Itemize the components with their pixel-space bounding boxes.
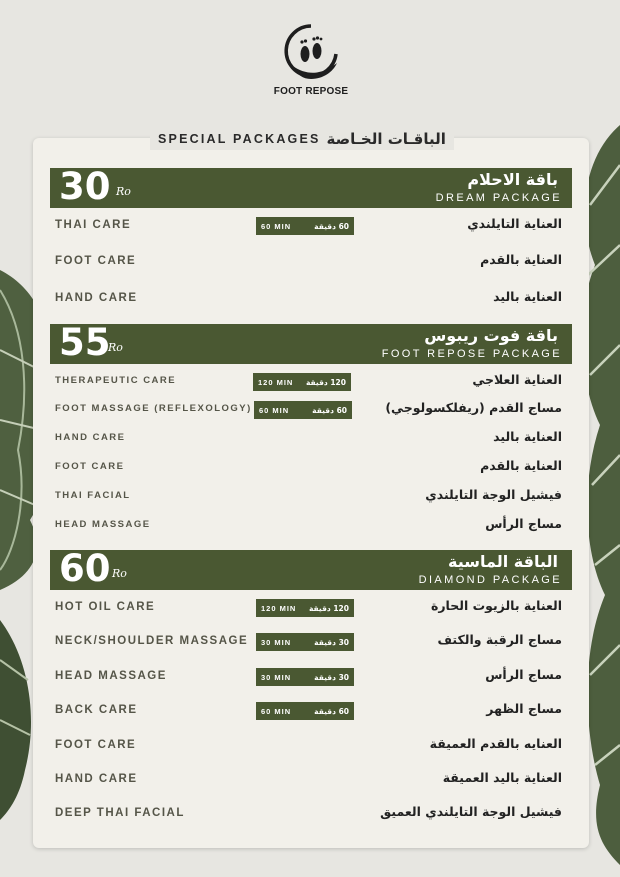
service-row — [50, 514, 572, 538]
service-row — [50, 250, 572, 274]
duration-badge — [256, 668, 354, 686]
service-name-ar: العناية بالقدم — [480, 458, 562, 473]
duration-en: 60 MIN — [259, 405, 290, 415]
service-name-ar: العناية بالزيوت الحارة — [430, 598, 562, 613]
currency-label: Ro — [116, 185, 131, 198]
duration-ar: 30 دقيقة — [314, 637, 349, 647]
service-name-ar: العناية بالقدم — [480, 252, 562, 267]
service-name-ar: العناية التايلندي — [467, 216, 562, 231]
service-name-en: HEAD MASSAGE — [55, 519, 151, 530]
package-price: 60 — [59, 547, 111, 590]
service-name-en: HEAD MASSAGE — [55, 670, 167, 682]
service-row — [50, 802, 572, 826]
service-name-en: BACK CARE — [55, 704, 138, 716]
currency-label: Ro — [108, 341, 123, 354]
duration-en: 60 MIN — [261, 221, 292, 231]
duration-ar: 60 دقيقة — [314, 706, 349, 716]
service-name-en: FOOT MASSAGE (REFLEXOLOGY) — [55, 403, 252, 414]
duration-en: 30 MIN — [261, 637, 292, 647]
service-name-ar: فيشيل الوجة التايلندي العميق — [380, 804, 562, 819]
brand-name: FOOT REPOSE — [273, 86, 349, 97]
service-name-ar: مساج الرقبة والكتف — [437, 632, 562, 647]
page-title — [150, 128, 454, 150]
service-row — [50, 287, 572, 311]
duration-badge — [256, 599, 354, 617]
currency-label: Ro — [112, 567, 127, 580]
service-name-ar: فيشيل الوجة التايلندي — [425, 487, 562, 502]
package-header-dream — [50, 165, 572, 208]
service-name-en: THERAPEUTIC CARE — [55, 375, 177, 386]
duration-ar: 120 دقيقة — [305, 377, 346, 387]
duration-en: 120 MIN — [261, 603, 297, 613]
title-en: SPECIAL PACKAGES — [158, 132, 321, 146]
service-row — [50, 699, 572, 723]
service-name-en: FOOT CARE — [55, 739, 137, 751]
service-name-ar: العناية باليد — [493, 429, 562, 444]
service-row — [50, 596, 572, 620]
service-row — [50, 630, 572, 654]
service-row — [50, 665, 572, 689]
duration-ar: 30 دقيقة — [314, 672, 349, 682]
duration-ar: 60 دقيقة — [314, 221, 349, 231]
service-row — [50, 427, 572, 451]
duration-badge — [256, 633, 354, 651]
service-name-ar: العناية العلاجي — [472, 372, 562, 387]
package-header-diamond — [50, 547, 572, 590]
service-name-ar: مساج الرأس — [485, 516, 562, 531]
service-name-en: DEEP THAI FACIAL — [55, 807, 185, 819]
duration-en: 30 MIN — [261, 672, 292, 682]
service-name-ar: العناية باليد العميقة — [442, 770, 562, 785]
duration-ar: 120 دقيقة — [308, 603, 349, 613]
service-name-ar: مساج الظهر — [486, 701, 562, 716]
package-name-en: DIAMOND PACKAGE — [418, 574, 562, 586]
package-name-ar: باقة فوت ريبوس — [424, 326, 558, 345]
service-name-ar: العنايه بالقدم العميقة — [429, 736, 562, 751]
service-row — [50, 734, 572, 758]
service-row — [50, 398, 572, 422]
package-name-en: FOOT REPOSE PACKAGE — [381, 348, 562, 360]
service-name-en: NECK/SHOULDER MASSAGE — [55, 635, 249, 647]
duration-en: 120 MIN — [258, 377, 294, 387]
duration-badge — [256, 217, 354, 235]
service-name-en: HAND CARE — [55, 292, 138, 304]
foot-logo-icon — [281, 22, 341, 84]
duration-ar: 60 دقيقة — [312, 405, 347, 415]
service-name-en: FOOT CARE — [55, 461, 125, 472]
package-name-en: DREAM PACKAGE — [435, 192, 562, 204]
package-price: 55 — [59, 321, 111, 364]
service-name-ar: مساج القدم (ريفلكسولوجي) — [385, 400, 562, 415]
package-name-ar: الباقة الماسية — [448, 552, 558, 571]
service-name-ar: مساج الرأس — [485, 667, 562, 682]
duration-en: 60 MIN — [261, 706, 292, 716]
service-name-en: THAI FACIAL — [55, 490, 131, 501]
service-row — [50, 456, 572, 480]
service-row — [50, 485, 572, 509]
service-row — [50, 768, 572, 792]
logo — [270, 22, 352, 97]
service-name-en: THAI CARE — [55, 219, 132, 231]
service-name-en: HAND CARE — [55, 432, 126, 443]
service-name-en: FOOT CARE — [55, 255, 137, 267]
title-ar: الباقـات الخـاصة — [326, 130, 446, 148]
package-header-foot-repose — [50, 321, 572, 364]
service-name-en: HAND CARE — [55, 773, 138, 785]
service-row — [50, 214, 572, 238]
package-price: 30 — [59, 165, 111, 208]
service-row — [50, 370, 572, 394]
service-name-ar: العناية باليد — [493, 289, 562, 304]
service-name-en: HOT OIL CARE — [55, 601, 156, 613]
duration-badge — [253, 373, 351, 391]
duration-badge — [256, 702, 354, 720]
duration-badge — [254, 401, 352, 419]
package-name-ar: باقة الاحلام — [467, 170, 558, 189]
